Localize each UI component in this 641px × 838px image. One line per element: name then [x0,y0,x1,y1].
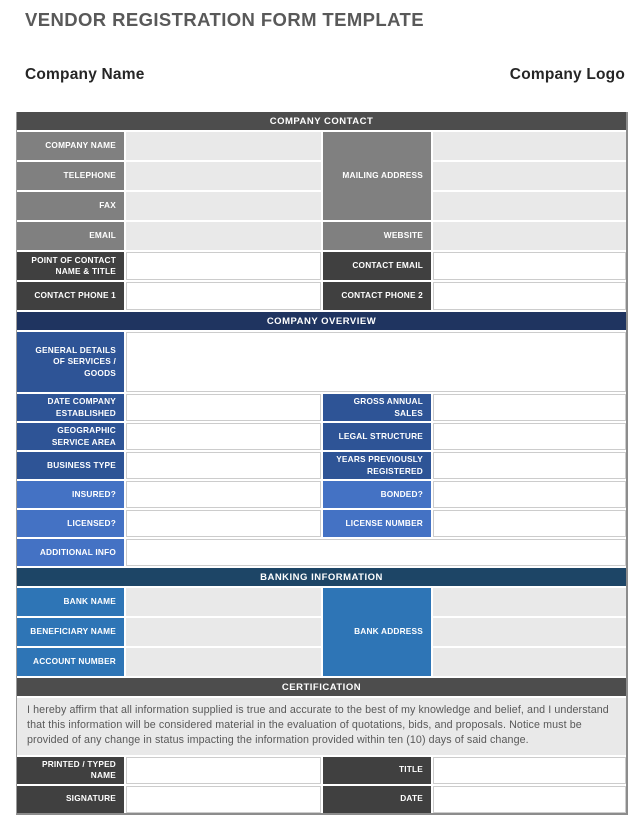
label-license-number: LICENSE NUMBER [323,510,431,537]
website-field [433,222,626,250]
license-number-field [433,510,626,537]
additional-info-field [126,539,626,566]
label-geographic-service-area: GEOGRAPHIC SERVICE AREA [17,423,124,450]
bank-address-field-1 [433,588,626,616]
label-mailing-address: MAILING ADDRESS [323,132,431,220]
bank-address-field-3 [433,648,626,676]
label-years-previously-registered: YEARS PREVIOUSLY REGISTERED [323,452,431,479]
section-header-company-contact: COMPANY CONTACT [17,112,626,130]
business-type-input[interactable] [127,453,320,478]
section-header-certification: CERTIFICATION [17,678,626,696]
label-title: TITLE [323,757,431,784]
bonded-input[interactable] [434,482,625,507]
account-number-field [126,648,321,676]
insured-field [126,481,321,508]
company-contact-grid [17,132,626,310]
insured-input[interactable] [127,482,320,507]
label-website: WEBSITE [323,222,431,250]
label-beneficiary-name: BENEFICIARY NAME [17,618,124,646]
mailing-address-field-2 [433,162,626,190]
mailing-address-input-2[interactable] [433,162,626,190]
label-bonded: BONDED? [323,481,431,508]
label-date: DATE [323,786,431,813]
contact-phone-1-field [126,282,321,310]
label-licensed: LICENSED? [17,510,124,537]
license-number-input[interactable] [434,511,625,536]
label-telephone: TELEPHONE [17,162,124,190]
licensed-input[interactable] [127,511,320,536]
title-input[interactable] [434,758,625,783]
geographic-service-area-field [126,423,321,450]
mailing-address-input-3[interactable] [433,192,626,220]
gross-annual-sales-field [433,394,626,421]
fax-field [126,192,321,220]
account-number-input[interactable] [126,648,321,676]
page-title: VENDOR REGISTRATION FORM TEMPLATE [25,9,424,30]
email-input[interactable] [126,222,321,250]
email-field [126,222,321,250]
fax-input[interactable] [126,192,321,220]
point-of-contact-field [126,252,321,280]
title-field [433,757,626,784]
label-date-established: DATE COMPANY ESTABLISHED [17,394,124,421]
label-account-number: ACCOUNT NUMBER [17,648,124,676]
banking-information-grid [17,588,626,676]
contact-phone-2-input[interactable] [434,283,625,309]
point-of-contact-input[interactable] [127,253,320,279]
telephone-field [126,162,321,190]
beneficiary-name-field [126,618,321,646]
label-business-type: BUSINESS TYPE [17,452,124,479]
contact-phone-1-input[interactable] [127,283,320,309]
contact-phone-2-field [433,282,626,310]
label-general-details: GENERAL DETAILS OF SERVICES / GOODS [17,332,124,392]
certification-grid [17,757,626,813]
legal-structure-field [433,423,626,450]
label-bank-address: BANK ADDRESS [323,588,431,676]
bank-address-input-3[interactable] [433,648,626,676]
company-name-field [126,132,321,160]
additional-info-input[interactable] [127,540,625,565]
bank-name-field [126,588,321,616]
contact-email-field [433,252,626,280]
contact-email-input[interactable] [434,253,625,279]
label-legal-structure: LEGAL STRUCTURE [323,423,431,450]
bank-address-input-1[interactable] [433,588,626,616]
bank-address-field-2 [433,618,626,646]
printed-typed-name-field [126,757,321,784]
date-established-input[interactable] [127,395,320,420]
date-established-field [126,394,321,421]
mailing-address-input-1[interactable] [433,132,626,160]
company-name-heading: Company Name [25,66,145,83]
general-details-field [126,332,626,392]
certification-statement: I hereby affirm that all information supplied is true and accurate to the best of my knowledge and belief, and I understand that this information will be considered material in the evaluation of quotations, bids, and proposals. Notice must be provided of any change in status impacting the information provided within ten (10) days of said change. [17,698,626,755]
telephone-input[interactable] [126,162,321,190]
company-overview-grid [17,332,626,566]
label-fax: FAX [17,192,124,220]
label-contact-phone-1: CONTACT PHONE 1 [17,282,124,310]
mailing-address-field-1 [433,132,626,160]
bank-name-input[interactable] [126,588,321,616]
printed-typed-name-input[interactable] [127,758,320,783]
geographic-service-area-input[interactable] [127,424,320,449]
licensed-field [126,510,321,537]
beneficiary-name-input[interactable] [126,618,321,646]
bonded-field [433,481,626,508]
date-field [433,786,626,813]
label-bank-name: BANK NAME [17,588,124,616]
label-contact-phone-2: CONTACT PHONE 2 [323,282,431,310]
company-logo-heading: Company Logo [509,66,625,83]
years-previously-registered-field [433,452,626,479]
label-additional-info: ADDITIONAL INFO [17,539,124,566]
section-header-banking-information: BANKING INFORMATION [17,568,626,586]
website-input[interactable] [433,222,626,250]
bank-address-input-2[interactable] [433,618,626,646]
label-insured: INSURED? [17,481,124,508]
label-gross-annual-sales: GROSS ANNUAL SALES [323,394,431,421]
business-type-field [126,452,321,479]
date-input[interactable] [434,787,625,812]
vendor-registration-form [16,112,628,815]
section-header-company-overview: COMPANY OVERVIEW [17,312,626,330]
company-header-row [25,66,625,84]
label-point-of-contact: POINT OF CONTACT NAME & TITLE [17,252,124,280]
label-contact-email: CONTACT EMAIL [323,252,431,280]
signature-input[interactable] [127,787,320,812]
years-previously-registered-input[interactable] [434,453,625,478]
gross-annual-sales-input[interactable] [434,395,625,420]
legal-structure-input[interactable] [434,424,625,449]
label-signature: SIGNATURE [17,786,124,813]
label-printed-typed-name: PRINTED / TYPED NAME [17,757,124,784]
mailing-address-field-3 [433,192,626,220]
label-email: EMAIL [17,222,124,250]
signature-field [126,786,321,813]
general-details-input[interactable] [127,333,625,391]
label-company-name: COMPANY NAME [17,132,124,160]
company-name-input[interactable] [126,132,321,160]
